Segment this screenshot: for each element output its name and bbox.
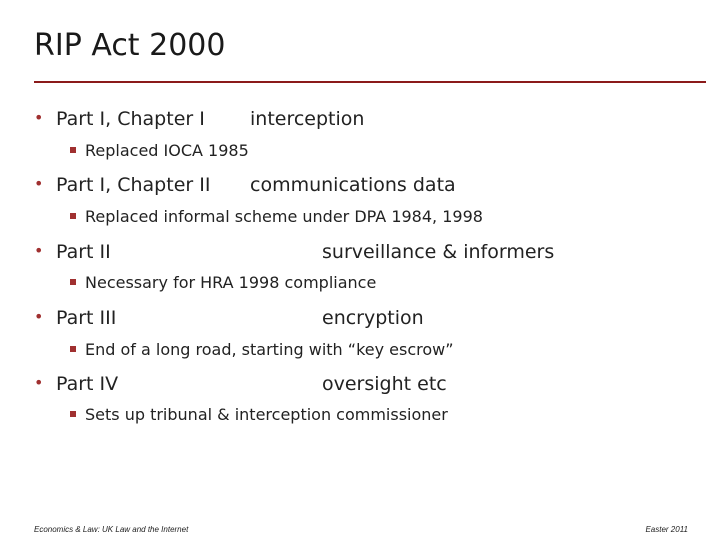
sub-item-text: Replaced informal scheme under DPA 1984, 1998: [85, 207, 483, 226]
square-bullet-icon: [70, 279, 76, 285]
sub-item-text: Necessary for HRA 1998 compliance: [85, 273, 377, 292]
sub-item-text: Replaced IOCA 1985: [85, 141, 249, 160]
bullet-label: Part I, Chapter I: [56, 108, 205, 130]
bullet-label: Part III: [56, 307, 117, 329]
bullet-dot-icon: •: [34, 307, 44, 326]
bullet-label: Part I, Chapter II: [56, 174, 211, 196]
bullet-dot-icon: •: [34, 108, 44, 127]
square-bullet-icon: [70, 346, 76, 352]
square-bullet-icon: [70, 213, 76, 219]
footer-left: Economics & Law: UK Law and the Internet: [34, 525, 189, 534]
sub-item-text: End of a long road, starting with “key escrow”: [85, 340, 454, 359]
sub-item-text: Sets up tribunal & interception commissioner: [85, 405, 448, 424]
bullet-description: communications data: [250, 174, 456, 196]
bullet-description: interception: [250, 108, 365, 130]
footer-right: Easter 2011: [645, 525, 688, 534]
bullet-dot-icon: •: [34, 241, 44, 260]
bullet-dot-icon: •: [34, 174, 44, 193]
square-bullet-icon: [70, 411, 76, 417]
bullet-description: encryption: [322, 307, 424, 329]
bullet-label: Part II: [56, 241, 111, 263]
bullet-description: oversight etc: [322, 373, 447, 395]
square-bullet-icon: [70, 147, 76, 153]
title-rule: [34, 81, 706, 83]
page-title: RIP Act 2000: [34, 28, 226, 63]
bullet-label: Part IV: [56, 373, 119, 395]
bullet-dot-icon: •: [34, 373, 44, 392]
bullet-description: surveillance & informers: [322, 241, 555, 263]
